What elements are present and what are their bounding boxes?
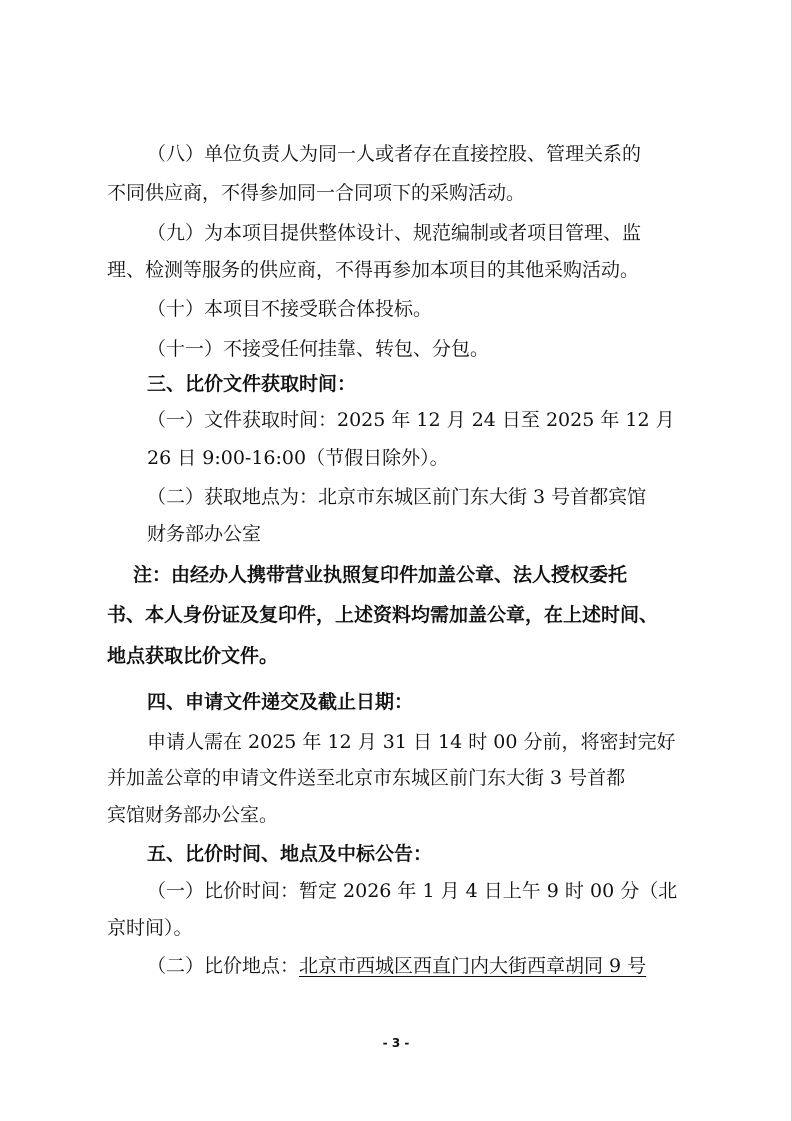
note-line: 书、本人身份证及复印件，上述资料均需加盖公章，在上述时间、 bbox=[107, 604, 659, 626]
text-line: （一）文件获取时间：2025 年 12 月 24 日至 2025 年 12 月 bbox=[147, 409, 675, 431]
text-line: 理、检测等服务的供应商，不得再参加本项目的其他采购活动。 bbox=[107, 259, 640, 281]
text-line: 申请人需在 2025 年 12 月 31 日 14 时 00 分前，将密封完好 bbox=[147, 731, 676, 753]
text-line: （十一）不接受任何挂靠、转包、分包。 bbox=[147, 338, 490, 360]
note-line: 地点获取比价文件。 bbox=[107, 645, 279, 667]
text-line bbox=[147, 955, 646, 977]
text-line: 不同供应商，不得参加同一合同项下的采购活动。 bbox=[107, 182, 526, 204]
text-line: 宾馆财务部办公室。 bbox=[107, 804, 279, 826]
text-line: （二）获取地点为：北京市东城区前门东大街 3 号首都宾馆 bbox=[147, 486, 647, 508]
text-line: 京时间）。 bbox=[107, 917, 193, 939]
text-line: 26 日 9:00-16:00（节假日除外）。 bbox=[147, 447, 449, 469]
page-number: - 3 - bbox=[382, 1036, 410, 1050]
section-heading: 三、比价文件获取时间： bbox=[147, 373, 357, 395]
section-heading: 五、比价时间、地点及中标公告： bbox=[147, 843, 433, 865]
text-line: （十）本项目不接受联合体投标。 bbox=[147, 298, 433, 320]
note-line: 注：由经办人携带营业执照复印件加盖公章、法人授权委托 bbox=[133, 564, 628, 586]
text-line: 并加盖公章的申请文件送至北京市东城区前门东大街 3 号首都 bbox=[107, 767, 626, 789]
label-text: （二）比价地点： bbox=[147, 955, 300, 977]
text-line: （九）为本项目提供整体设计、规范编制或者项目管理、监 bbox=[147, 222, 642, 244]
section-heading: 四、申请文件递交及截止日期： bbox=[147, 691, 414, 713]
text-line: 财务部办公室 bbox=[147, 523, 262, 545]
underlined-address: 北京市西城区西直门内大街西章胡同 9 号 bbox=[299, 955, 647, 977]
text-line: （一）比价时间：暂定 2026 年 1 月 4 日上午 9 时 00 分（北 bbox=[147, 880, 678, 902]
text-line: （八）单位负责人为同一人或者存在直接控股、管理关系的 bbox=[147, 143, 642, 165]
